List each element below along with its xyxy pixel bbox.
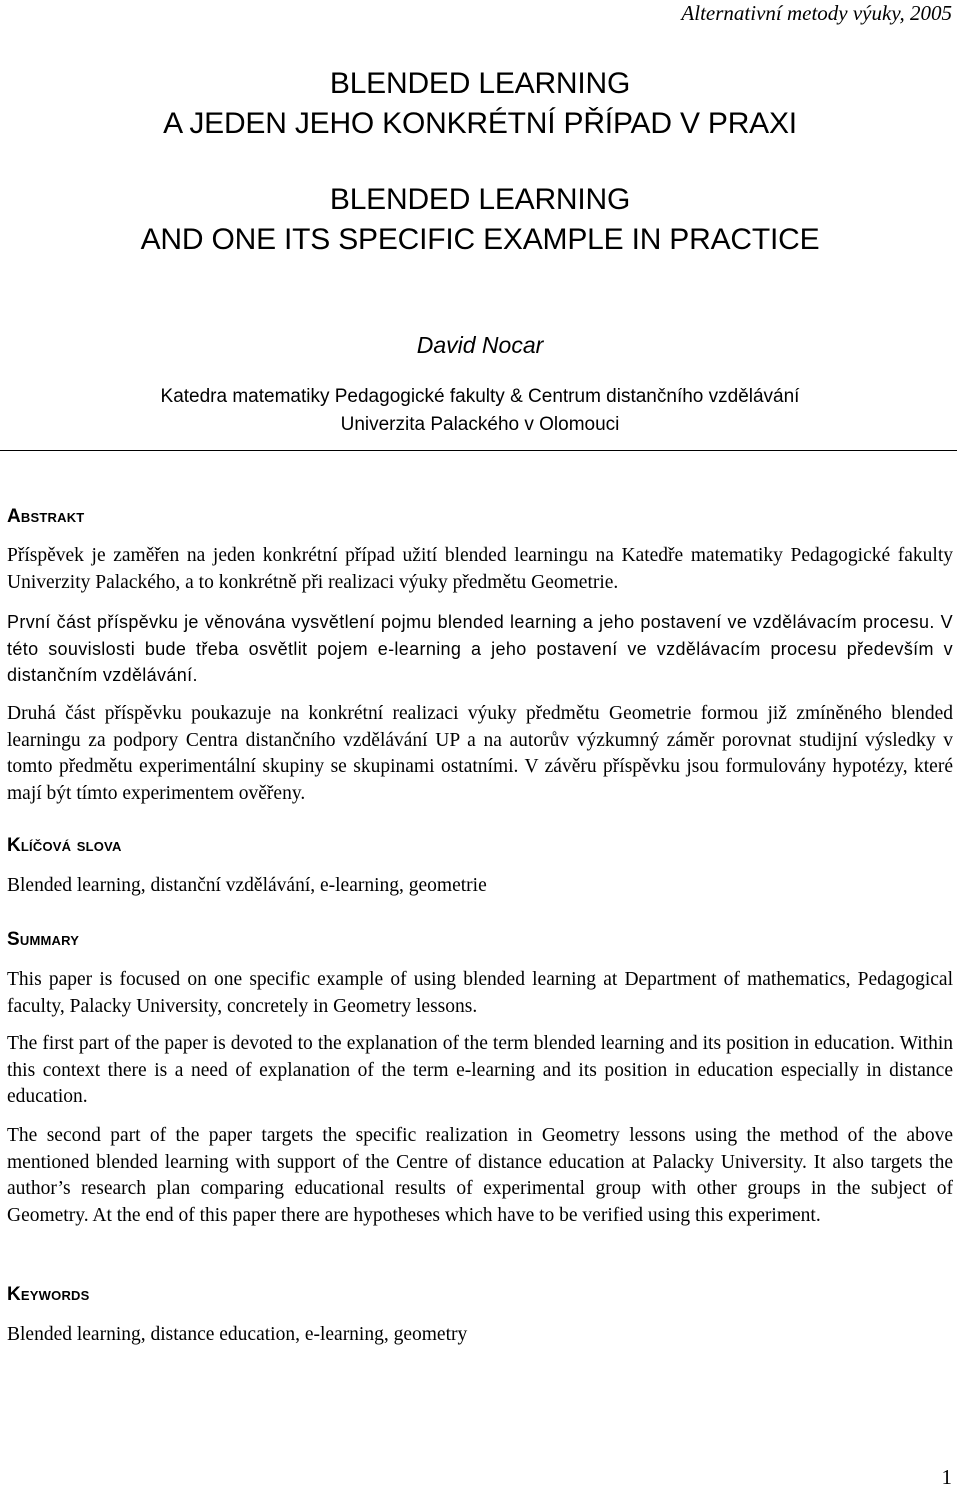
abstrakt-paragraph-2: První část příspěvku je věnována vysvětlení pojmu blended learning a jeho postavení ve vzdělávacím procesu. V této souvislosti bude třeba osvětlit pojem e-learning a jeho postavení ve vzdělávacím procesu především v distančním vzdělávání.: [7, 612, 953, 686]
page-number: 1: [941, 1465, 952, 1489]
summary-paragraph-2: The first part of the paper is devoted to the explanation of the term blended learning and its position in education. Within this context there is a need of explanation of the term e-learning and its position in education especially in distance education.: [7, 1033, 953, 1108]
abstrakt-heading: Abstrakt: [7, 506, 85, 527]
summary-paragraph-1: This paper is focused on one specific example of using blended learning at Department of mathematics, Pedagogical faculty, Palacky University, concretely in Geometry lessons.: [7, 969, 953, 1017]
keywords-heading: Keywords: [7, 1284, 90, 1305]
abstrakt-paragraph-3: Druhá část příspěvku poukazuje na konkrétní realizaci výuky předmětu Geometrie formou již zmíněného blended learningu za podpory Centra distančního vzdělávání UP a na autorův výzkumný záměr porovnat studijní výsledky v tomto předmětu experimentální skupiny se skupinami ostatními. V závěru příspěvku jsou formulovány hypotézy, které mají být tímto experimentem ověřeny.: [7, 703, 953, 805]
title-czech-line-1: BLENDED LEARNING: [329, 67, 631, 100]
author-name: David Nocar: [416, 332, 544, 358]
klicova-slova-heading: Klíčová slova: [7, 835, 122, 856]
title-english-line-2: AND ONE ITS SPECIFIC EXAMPLE IN PRACTICE: [140, 223, 820, 256]
affiliation-line-1: Katedra matematiky Pedagogické fakulty & Centrum distančního vzdělávání: [160, 386, 800, 407]
journal-header: Alternativní metody výuky, 2005: [681, 1, 952, 25]
title-czech: [0, 64, 960, 144]
title-czech-line-2: A JEDEN JEHO KONKRÉTNÍ PŘÍPAD V PRAXI: [163, 107, 797, 140]
klicova-slova-text: Blended learning, distanční vzdělávání, e-learning, geometrie: [7, 875, 487, 896]
affiliation-line-2: Univerzita Palackého v Olomouci: [340, 414, 620, 435]
summary-paragraph-3: The second part of the paper targets the specific realization in Geometry lessons using the method of the above mentioned blended learning with support of the Centre of distance education at Palacky University. It also targets the author’s research plan comparing educational results of experimental group with other groups in the subject of Geometry. At the end of this paper there are hypotheses which have to be verified using this experiment.: [7, 1125, 953, 1227]
author-affiliation: [0, 383, 960, 439]
title-english-line-1: BLENDED LEARNING: [329, 183, 631, 216]
abstrakt-paragraph-1: Příspěvek je zaměřen na jeden konkrétní případ užití blended learningu na Katedře matematiky Pedagogické fakulty Univerzity Palackého, a to konkrétně při realizaci výuky předmětu Geometrie.: [7, 545, 953, 593]
title-english: [0, 180, 960, 260]
keywords-text: Blended learning, distance education, e-learning, geometry: [7, 1324, 468, 1345]
header-divider: [0, 450, 957, 451]
summary-heading: Summary: [7, 929, 80, 950]
